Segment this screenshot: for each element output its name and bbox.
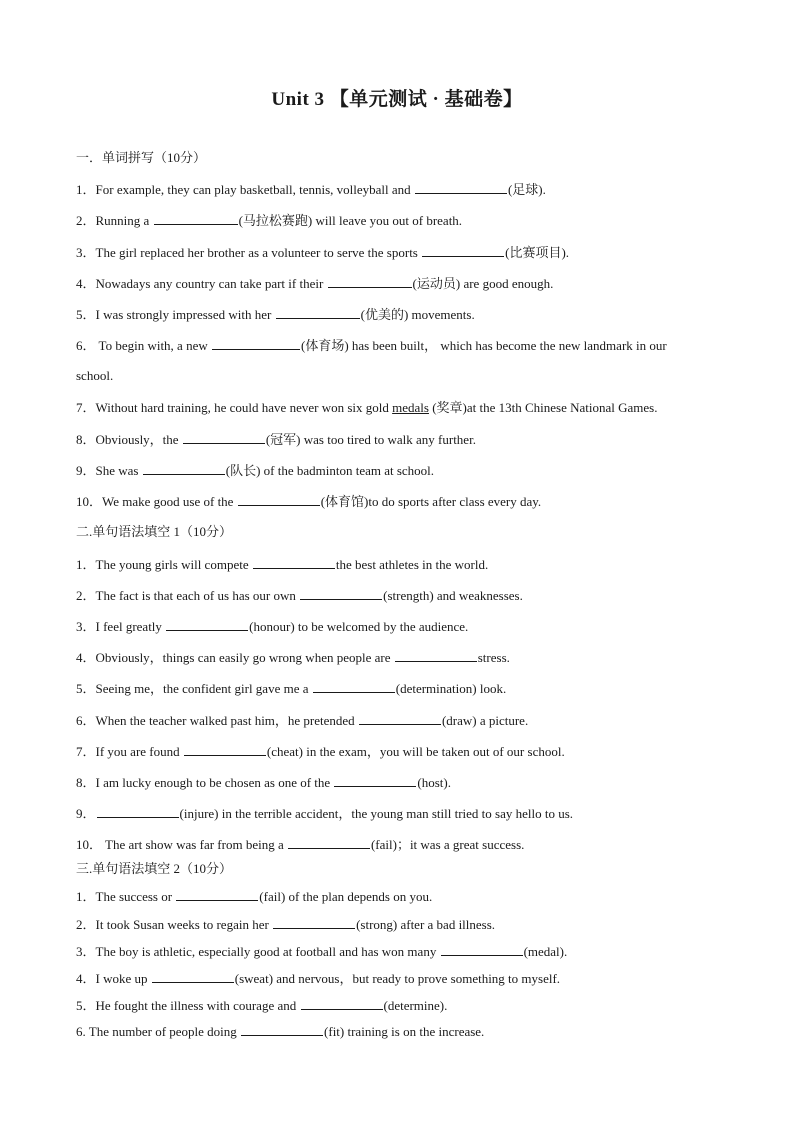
answer-blank[interactable] <box>166 618 248 631</box>
question-text-before: The fact is that each of us has our own <box>95 588 300 603</box>
question-text-after: (host). <box>417 775 452 790</box>
question-text-before: The boy is athletic, especially good at football and has won many <box>95 944 440 959</box>
question-line <box>76 618 468 635</box>
question-text-after: (fail)；it was a great success. <box>370 837 525 852</box>
question-text-after: (cheat) in the exam，you will be taken out of our school. <box>266 744 565 759</box>
question-number: 7． <box>76 744 96 759</box>
question-text-after: (determine). <box>383 998 448 1013</box>
question-line <box>76 836 524 853</box>
question-text-before: school. <box>76 368 114 383</box>
question-text-after: (体育场) has been built， which has become the new landmark in our <box>301 338 667 353</box>
question-line <box>76 916 495 933</box>
answer-blank[interactable] <box>395 649 477 662</box>
question-line <box>76 743 565 760</box>
question-line <box>76 462 434 479</box>
question-text-after: (优美的) movements. <box>360 307 475 322</box>
question-line <box>76 774 451 791</box>
question-text-after: (honour) to be welcomed by the audience. <box>249 619 469 634</box>
question-text-before: I woke up <box>95 971 151 986</box>
question-text-before: I feel greatly <box>95 619 166 634</box>
question-text-after: (马拉松赛跑) will leave you out of breath. <box>238 213 463 228</box>
question-text-after: (足球). <box>507 182 546 197</box>
question-text-after: (strong) after a bad illness. <box>356 917 496 932</box>
question-text-after: (draw) a picture. <box>441 713 529 728</box>
question-line <box>76 431 476 448</box>
question-line <box>76 337 667 354</box>
answer-blank[interactable] <box>359 712 441 725</box>
answer-blank[interactable] <box>301 997 383 1010</box>
answer-blank[interactable] <box>422 244 504 257</box>
question-text-after: (奖章)at the 13th Chinese National Games. <box>428 400 658 415</box>
section-heading-3: 三.单句语法填空 2（10分） <box>76 861 233 876</box>
question-text-before: The young girls will compete <box>95 557 252 572</box>
question-number: 8． <box>76 432 96 447</box>
question-number: 2． <box>76 917 96 932</box>
answer-blank[interactable] <box>441 943 523 956</box>
answer-blank[interactable] <box>273 916 355 929</box>
question-text-before: I was strongly impressed with her <box>95 307 275 322</box>
answer-blank[interactable] <box>288 836 370 849</box>
question-number: 4． <box>76 971 96 986</box>
question-line <box>76 888 432 905</box>
question-number: 4． <box>76 276 96 291</box>
answer-blank[interactable] <box>276 306 360 319</box>
question-text-before: To begin with, a new <box>95 338 211 353</box>
question-text-before: If you are found <box>95 744 183 759</box>
question-number: 6． <box>76 713 96 728</box>
question-number: 5． <box>76 681 96 696</box>
question-number: 10． <box>76 494 103 509</box>
question-number: 3． <box>76 944 96 959</box>
page-title: Unit 3 【单元测试 · 基础卷】 <box>271 89 523 110</box>
question-text-before: Obviously，things can easily go wrong when people are <box>95 650 394 665</box>
question-line <box>76 970 560 987</box>
question-text-after: (比赛项目). <box>505 245 570 260</box>
question-number: 5． <box>76 998 96 1013</box>
question-text-after: (队长) of the badminton team at school. <box>225 463 435 478</box>
answer-blank[interactable] <box>143 462 225 475</box>
answer-blank[interactable] <box>328 275 412 288</box>
question-number: 1． <box>76 182 96 197</box>
question-text-before: The girl replaced her brother as a volunteer to serve the sports <box>95 245 422 260</box>
question-line <box>76 400 657 416</box>
question-line <box>76 212 462 229</box>
question-line <box>76 587 523 604</box>
question-line <box>76 649 510 666</box>
question-text-before: Obviously，the <box>95 432 182 447</box>
question-number: 3． <box>76 619 96 634</box>
answer-blank[interactable] <box>313 680 395 693</box>
answer-blank[interactable] <box>176 888 258 901</box>
question-text-before: Without hard training, he could have never won six gold <box>95 400 393 415</box>
section-heading-1: 一．单词拼写（10分） <box>76 150 207 165</box>
question-text-after: (medal). <box>523 944 568 959</box>
answer-blank[interactable] <box>184 743 266 756</box>
question-line <box>76 556 488 573</box>
question-number: 2． <box>76 213 96 228</box>
question-line <box>76 680 506 697</box>
question-text-before: The success or <box>95 889 176 904</box>
question-number: 2． <box>76 588 96 603</box>
answer-blank[interactable] <box>154 212 238 225</box>
question-text-before: Running a <box>95 213 153 228</box>
answer-blank[interactable] <box>152 970 234 983</box>
answer-blank[interactable] <box>212 337 300 350</box>
answer-blank[interactable] <box>241 1023 323 1036</box>
question-number: 9． <box>76 806 96 821</box>
question-number: 8． <box>76 775 96 790</box>
question-text-after: the best athletes in the world. <box>335 557 489 572</box>
answer-blank[interactable] <box>334 774 416 787</box>
question-number: 1． <box>76 557 96 572</box>
question-line-continuation <box>76 368 113 384</box>
question-number: 3． <box>76 245 96 260</box>
question-line <box>76 805 573 822</box>
question-text-before: Nowadays any country can take part if their <box>95 276 327 291</box>
underlined-word: medals <box>392 400 429 415</box>
question-number: 7． <box>76 400 96 415</box>
question-number: 1． <box>76 889 96 904</box>
answer-blank[interactable] <box>300 587 382 600</box>
question-line <box>76 181 546 198</box>
question-text-after: stress. <box>477 650 510 665</box>
question-line <box>76 997 447 1014</box>
question-line <box>76 943 567 960</box>
question-number: 10． <box>76 837 103 852</box>
question-text-before: We make good use of the <box>102 494 237 509</box>
question-line <box>76 306 475 323</box>
question-text-after: (体育馆)to do sports after class every day. <box>320 494 542 509</box>
question-text-after: (strength) and weaknesses. <box>383 588 523 603</box>
question-text-before: For example, they can play basketball, tennis, volleyball and <box>95 182 414 197</box>
question-number: 5． <box>76 307 96 322</box>
question-text-after: (运动员) are good enough. <box>412 276 554 291</box>
question-text-after: (fit) training is on the increase. <box>324 1024 485 1039</box>
question-text-before: He fought the illness with courage and <box>95 998 300 1013</box>
question-text-before: She was <box>95 463 142 478</box>
question-text-before: When the teacher walked past him，he pretended <box>95 713 358 728</box>
question-number: 4． <box>76 650 96 665</box>
question-line <box>76 712 528 729</box>
question-line <box>76 1023 484 1040</box>
question-text-after: (fail) of the plan depends on you. <box>259 889 433 904</box>
question-text-after: (injure) in the terrible accident，the young man still tried to say hello to us. <box>179 806 574 821</box>
question-number: 6． <box>76 338 96 353</box>
question-text-before: I am lucky enough to be chosen as one of the <box>95 775 334 790</box>
answer-blank[interactable] <box>253 556 335 569</box>
question-line <box>76 244 569 261</box>
question-text-before: The number of people doing <box>88 1024 241 1039</box>
question-number: 9． <box>76 463 96 478</box>
question-text-after: (sweat) and nervous，but ready to prove something to myself. <box>234 971 561 986</box>
answer-blank[interactable] <box>97 805 179 818</box>
question-number: 6. <box>76 1024 89 1039</box>
section-heading-2: 二.单句语法填空 1（10分） <box>76 524 233 539</box>
question-line <box>76 493 541 510</box>
answer-blank[interactable] <box>238 493 320 506</box>
question-text-after: (determination) look. <box>395 681 507 696</box>
question-text-after: (冠军) was too tired to walk any further. <box>265 432 476 447</box>
question-line <box>76 275 553 292</box>
answer-blank[interactable] <box>415 181 507 194</box>
question-text-before: Seeing me，the confident girl gave me a <box>95 681 312 696</box>
answer-blank[interactable] <box>183 431 265 444</box>
question-text-before: The art show was far from being a <box>102 837 287 852</box>
question-text-before: It took Susan weeks to regain her <box>95 917 273 932</box>
